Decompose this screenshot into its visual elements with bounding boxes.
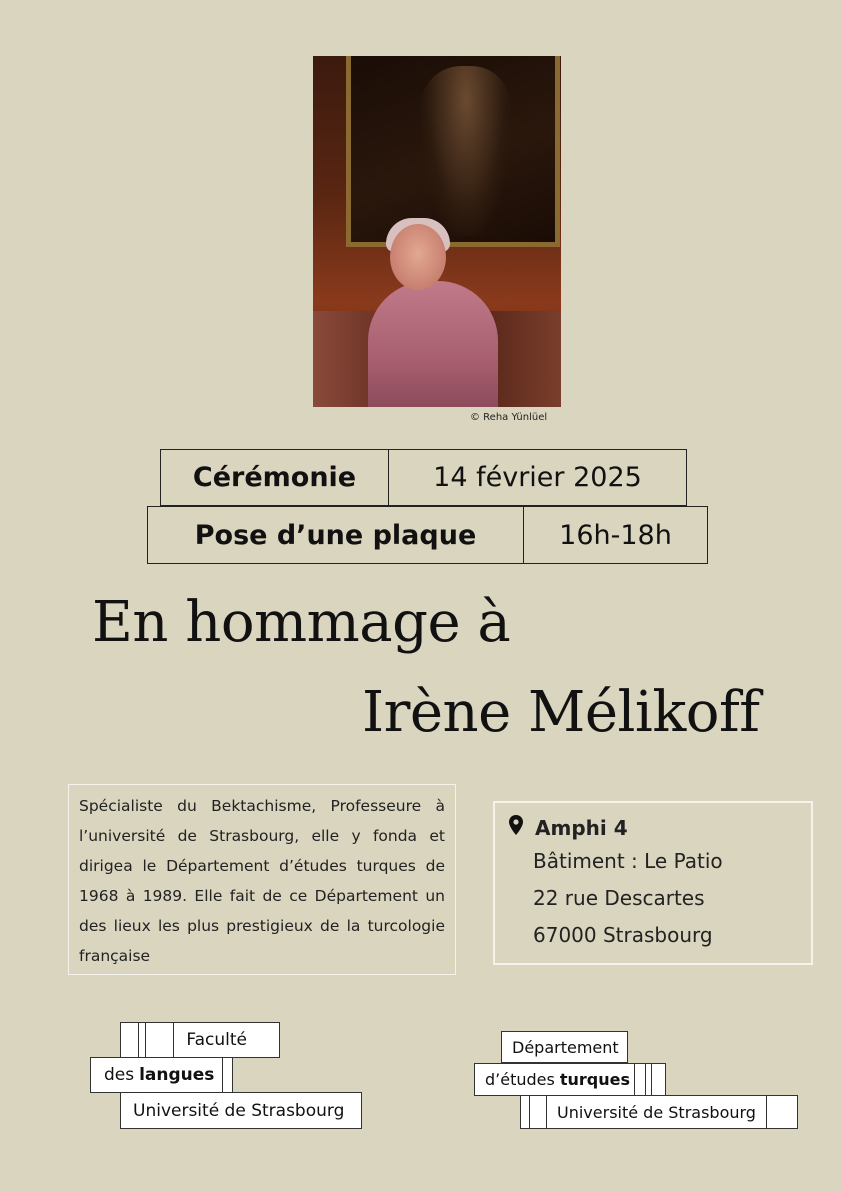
description-text: Spécialiste du Bektachisme, Professeure à l’université de Strasbourg, elle y fonda et dirigea le Département d’études turques de 1968 à 1989. Elle fait de ce Département un des lieux les plus prestigieux de la turcologie française — [68, 784, 456, 975]
photo-credit: © Reha Yünlüel — [470, 412, 548, 423]
person-body — [368, 281, 498, 407]
faculty-logo-text-1: Faculté — [186, 1030, 247, 1050]
address-box — [493, 801, 813, 965]
department-logo-text-2a: d’études — [485, 1070, 555, 1089]
department-logo-text-1: Département — [512, 1037, 619, 1057]
faculty-logo-line-1 — [120, 1022, 280, 1058]
faculty-logo-line-2 — [90, 1057, 233, 1093]
department-logo-line-1 — [501, 1031, 628, 1063]
ceremony-date: 14 février 2025 — [388, 449, 687, 506]
department-logo-line-2 — [474, 1063, 666, 1096]
venue-name: Amphi 4 — [535, 816, 628, 840]
building-name: Bâtiment : Le Patio — [533, 849, 723, 873]
department-logo-text-3: Université de Strasbourg — [557, 1102, 756, 1122]
street-address: 22 rue Descartes — [533, 886, 705, 910]
department-logo-text-2b: turques — [559, 1070, 630, 1089]
faculty-logo-text-2a: des — [104, 1065, 135, 1085]
title-line-1: En hommage à — [92, 590, 511, 655]
city-address: 67000 Strasbourg — [533, 923, 713, 947]
person-head — [390, 224, 446, 290]
faculty-logo-text-3: Université de Strasbourg — [133, 1100, 345, 1121]
painting-frame — [346, 56, 560, 247]
title-line-2: Irène Mélikoff — [362, 680, 760, 745]
location-pin-icon — [509, 815, 523, 835]
department-logo-line-3 — [520, 1095, 798, 1129]
plaque-time: 16h-18h — [523, 506, 708, 564]
portrait-photo — [313, 56, 561, 407]
faculty-logo-line-3 — [120, 1092, 362, 1129]
faculty-logo-text-2b: langues — [139, 1065, 215, 1085]
plaque-label: Pose d’une plaque — [147, 506, 524, 564]
ceremony-label: Cérémonie — [160, 449, 389, 506]
